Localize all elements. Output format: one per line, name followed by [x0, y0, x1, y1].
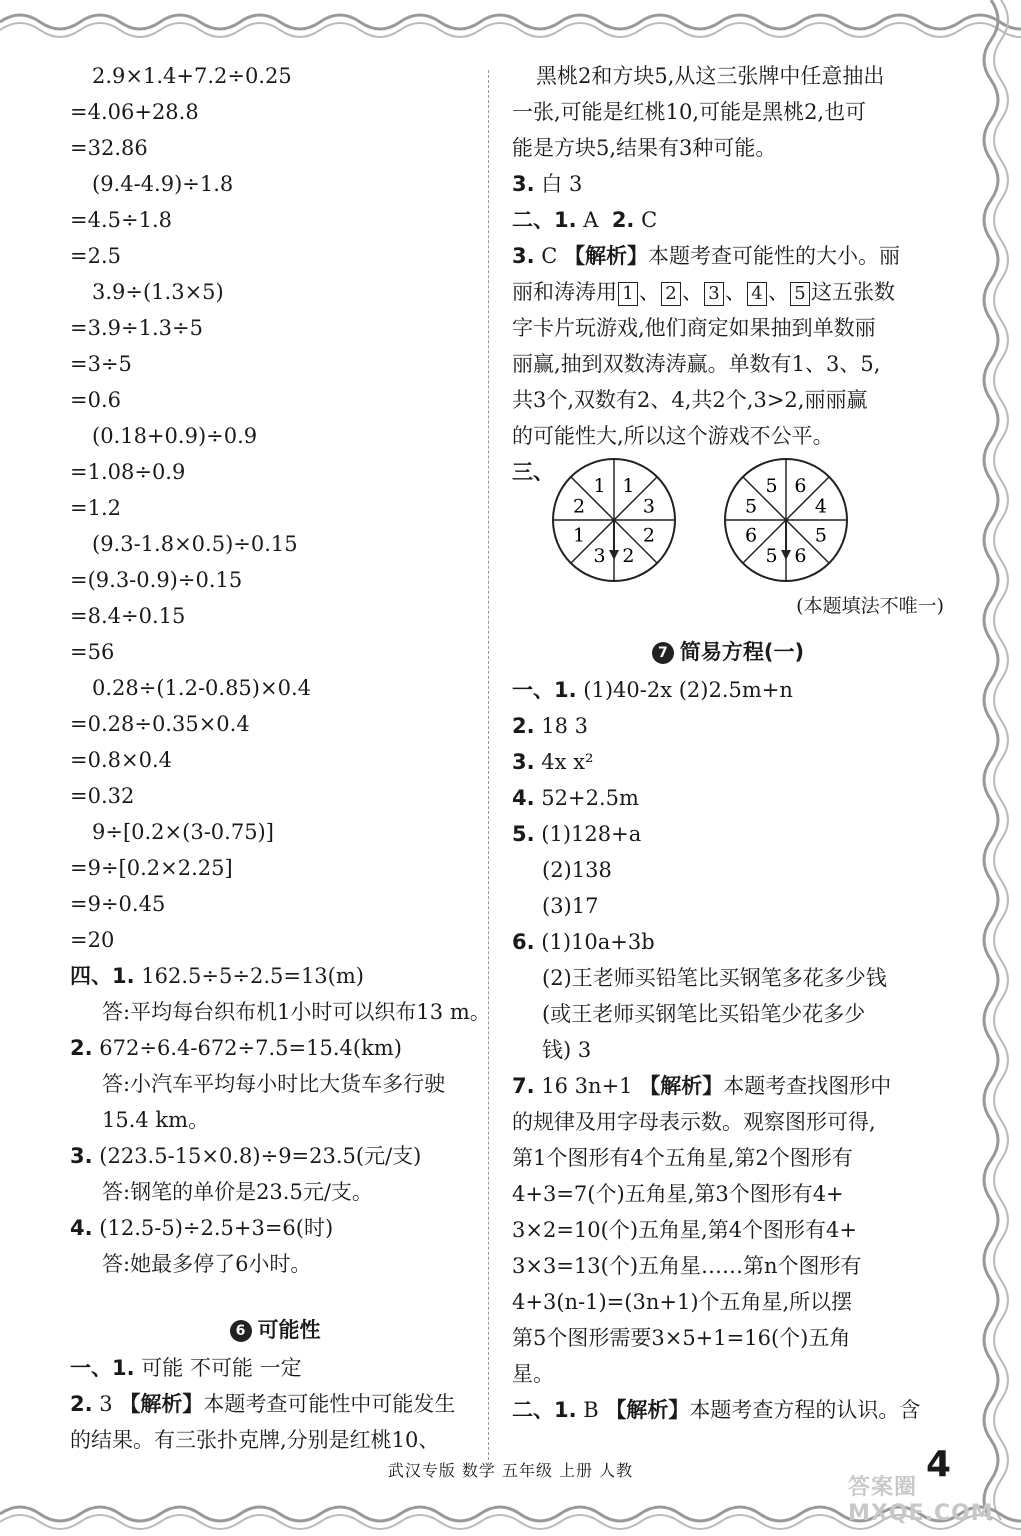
page-number: 4 [926, 1444, 952, 1485]
spinner-sector-label: 6 [794, 544, 807, 567]
calc-line: =8.4÷0.15 [70, 604, 186, 628]
q2-explanation-l1: 黑桃2和方块5,从这三张牌中任意抽出 [536, 64, 885, 88]
section6-q3: 3. 白 3 [512, 172, 583, 196]
right-column [512, 58, 944, 1428]
section6-part2: 二、1. A 2. C [512, 208, 658, 232]
spinner-sector-label: 2 [573, 495, 586, 518]
section6-part3-label: 三、 [512, 460, 554, 484]
section6-q1: 一、1. 可能 不可能 一定 [70, 1356, 302, 1380]
number-card: 3 [704, 282, 724, 306]
spinner-pointer-head [609, 550, 619, 560]
decorative-border-right [961, 0, 1021, 1536]
calc-line: =9÷0.45 [70, 892, 166, 916]
watermark: 答案圈 MXQE.COM [848, 1475, 994, 1526]
spinner-sector-label: 5 [765, 475, 778, 498]
section7-q5-2: (2)138 [542, 858, 612, 882]
calc-line: =4.5÷1.8 [70, 208, 172, 232]
section4-q2-answer: 答:小汽车平均每小时比大货车多行驶 [102, 1072, 446, 1096]
calc-line: (0.18+0.9)÷0.9 [92, 424, 258, 448]
spinner-right [720, 456, 852, 584]
explanation-c3: 字卡片玩游戏,他们商定如果抽到单数丽 [512, 316, 876, 340]
column-divider [488, 70, 489, 1470]
section6-number-badge: 6 [230, 1320, 252, 1342]
calc-line: (9.3-1.8×0.5)÷0.15 [92, 532, 298, 556]
spinner-left [548, 456, 680, 584]
section7-q7-l6: 3×3=13(个)五角星……第n个图形有 [512, 1254, 862, 1278]
calc-line: =2.5 [70, 244, 121, 268]
section7-q5-3: (3)17 [542, 894, 599, 918]
section4-q4-answer: 答:她最多停了6小时。 [102, 1252, 312, 1276]
spinner-sector-label: 6 [745, 524, 758, 547]
spinner-sector-label: 1 [573, 524, 586, 547]
section7-q6-3: (或王老师买钢笔比买铅笔少花多少 [542, 1002, 866, 1026]
section7-q7-l8: 第5个图形需要3×5+1=16(个)五角 [512, 1326, 851, 1350]
calc-line: 3.9÷(1.3×5) [92, 280, 224, 304]
section7-q3: 3. 4x x² [512, 750, 594, 774]
calc-line: =1.2 [70, 496, 121, 520]
spinner-sector-label: 4 [814, 495, 827, 518]
answer-note: (本题填法不唯一) [796, 595, 944, 617]
section7-q7-l9: 星。 [512, 1362, 554, 1386]
section4-q2: 2. 672÷6.4-672÷7.5=15.4(km) [70, 1036, 402, 1060]
spinner-sector-label: 5 [765, 544, 778, 567]
section4-q1-answer: 答:平均每台织布机1小时可以织布13 m。 [102, 1000, 491, 1024]
section6-q2-cont: 的结果。有三张扑克牌,分别是红桃10、 [70, 1428, 440, 1452]
section7-q6: 6. (1)10a+3b [512, 930, 655, 954]
spinner-diagrams [512, 454, 944, 586]
spinner-sector-label: 2 [622, 544, 635, 567]
decorative-border-top [0, 0, 1021, 40]
calc-line: 0.28÷(1.2-0.85)×0.4 [92, 676, 311, 700]
calc-line: =0.28÷0.35×0.4 [70, 712, 250, 736]
calc-line: =3.9÷1.3÷5 [70, 316, 203, 340]
spinner-sector-label: 5 [814, 524, 827, 547]
calc-line: =1.08÷0.9 [70, 460, 186, 484]
explanation-c6: 的可能性大,所以这个游戏不公平。 [512, 424, 834, 448]
section6-part2-q3: 3. C 【解析】本题考查可能性的大小。丽 [512, 243, 901, 268]
number-card: 4 [747, 282, 767, 306]
calc-line: =0.32 [70, 784, 135, 808]
left-column [70, 58, 491, 1458]
section6-q2: 2. 3 【解析】本题考查可能性中可能发生 [70, 1391, 456, 1416]
spinner-sector-label: 3 [642, 495, 655, 518]
section7-q7-l3: 第1个图形有4个五角星,第2个图形有 [512, 1146, 853, 1170]
section7-part2-q1: 二、1. B 【解析】本题考查方程的认识。含 [512, 1397, 921, 1422]
section4-q1: 四、1. 162.5÷5÷2.5=13(m) [70, 964, 364, 988]
calc-line: =32.86 [70, 136, 148, 160]
spinner-sector-label: 2 [642, 524, 655, 547]
page-footer: 武汉专版 数学 五年级 上册 人教 [387, 1461, 634, 1480]
section7-q7-l2: 的规律及用字母表示数。观察图形可得, [512, 1110, 876, 1134]
spinner-sector-label: 3 [593, 544, 606, 567]
section7-number-badge: 7 [652, 642, 674, 664]
calc-line: =(9.3-0.9)÷0.15 [70, 568, 243, 592]
calc-line: 9÷[0.2×(3-0.75)] [92, 820, 274, 844]
spinner-sector-label: 6 [794, 475, 807, 498]
section6-title: 6 可能性 [70, 1310, 480, 1350]
section7-q4: 4. 52+2.5m [512, 786, 639, 810]
spinner-sector-label: 1 [593, 475, 606, 498]
number-card: 1 [618, 282, 638, 306]
calc-line: =9÷[0.2×2.25] [70, 856, 233, 880]
explanation-c4: 丽赢,抽到双数涛涛赢。单数有1、3、5, [512, 352, 881, 376]
section7-q1: 一、1. (1)40-2x (2)2.5m+n [512, 678, 793, 702]
number-card: 2 [661, 282, 681, 306]
section7-title: 7 简易方程(一) [512, 632, 944, 672]
calc-line: =20 [70, 928, 115, 952]
calculation-steps [70, 58, 480, 958]
spinner-pointer-head [781, 550, 791, 560]
calc-line: =4.06+28.8 [70, 100, 199, 124]
section4-q2-answer-cont: 15.4 km。 [102, 1108, 210, 1132]
q2-explanation-l2: 一张,可能是红桃10,可能是黑桃2,也可 [512, 100, 867, 124]
calc-line: 2.9×1.4+7.2÷0.25 [92, 64, 292, 88]
calc-line: =3÷5 [70, 352, 132, 376]
calc-line: =56 [70, 640, 115, 664]
section4-q3-answer: 答:钢笔的单价是23.5元/支。 [102, 1180, 373, 1204]
number-card: 5 [790, 282, 810, 306]
explanation-c5: 共3个,双数有2、4,共2个,3>2,丽丽赢 [512, 388, 868, 412]
spinner-sector-label: 1 [622, 475, 635, 498]
section7-q2: 2. 18 3 [512, 714, 589, 738]
spinner-sector-label: 5 [745, 495, 758, 518]
section7-q7-l4: 4+3=7(个)五角星,第3个图形有4+ [512, 1182, 844, 1206]
calc-line: (9.4-4.9)÷1.8 [92, 172, 234, 196]
section7-q7-l5: 3×2=10(个)五角星,第4个图形有4+ [512, 1218, 858, 1242]
section4-q4: 4. (12.5-5)÷2.5+3=6(时) [70, 1216, 334, 1240]
section7-q7: 7. 16 3n+1 【解析】本题考查找图形中 [512, 1073, 892, 1098]
section7-q5: 5. (1)128+a [512, 822, 642, 846]
section4-q3: 3. (223.5-15×0.8)÷9=23.5(元/支) [70, 1144, 422, 1168]
section7-q6-4: 钱) 3 [542, 1038, 592, 1062]
calc-line: =0.8×0.4 [70, 748, 172, 772]
number-cards-line: 丽和涛涛用 1 、 2 、 3 、 4 、 5 这五张数 [512, 280, 895, 304]
section7-q6-2: (2)王老师买铅笔比买钢笔多花多少钱 [542, 966, 887, 990]
calc-line: =0.6 [70, 388, 121, 412]
q2-explanation-l3: 能是方块5,结果有3种可能。 [512, 136, 777, 160]
section7-q7-l7: 4+3(n-1)=(3n+1)个五角星,所以摆 [512, 1290, 853, 1314]
